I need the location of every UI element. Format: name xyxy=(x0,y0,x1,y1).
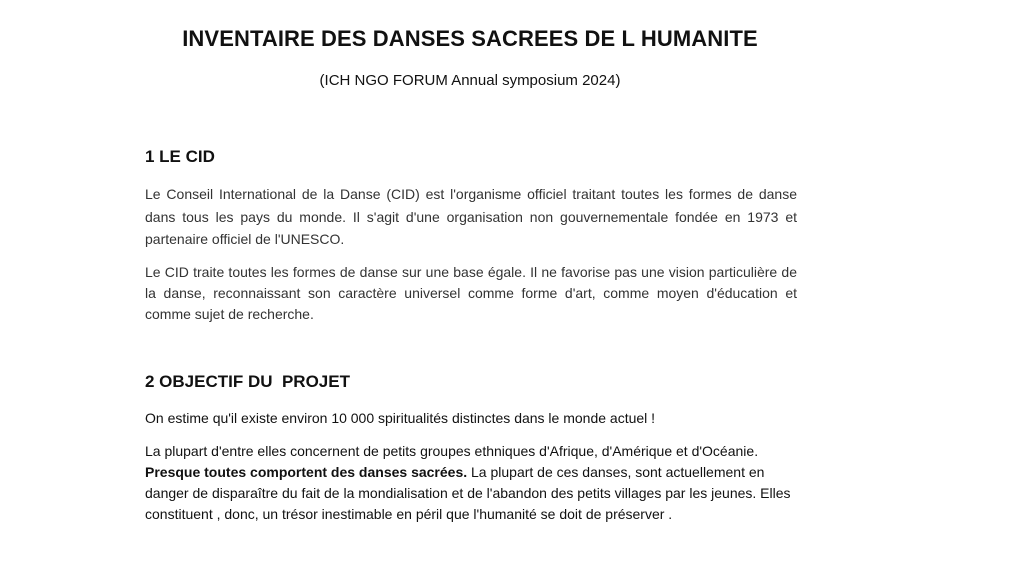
document-title: INVENTAIRE DES DANSES SACREES DE L HUMANITE xyxy=(182,26,758,51)
paragraph-cid-mission: Le CID traite toutes les formes de danse sur une base égale. Il ne favorise pas une vision particulière de la danse, reconnaissant son caractère universel comme forme d'art, comme moyen d'éducation et comme sujet de recherche. xyxy=(145,264,797,322)
paragraph-cid-intro: Le Conseil International de la Danse (CID) est l'organisme officiel traitant toutes les formes de danse dans tous les pays du monde. Il s'agit d'une organisation non gouvernementale fondée en 1973 et partenaire officiel de l'UNESCO. xyxy=(145,186,797,247)
paragraph-text-after: La plupart de ces danses, sont actuellement en danger de disparaître du fait de la mondialisation et de l'abandon des petits villages par les jeunes. Elles constituent , donc, un trésor inestimable en péril que l'humanité se doit de préserver . xyxy=(145,464,791,522)
paragraph-bold-statement: Presque toutes comportent des danses sacrées. xyxy=(145,464,468,480)
paragraph-text-before: La plupart d'entre elles concernent de petits groupes ethniques d'Afrique, d'Amérique et d'Océanie. xyxy=(145,443,759,459)
paragraph-danses-sacrees xyxy=(145,441,805,525)
section-heading-objectif: 2 OBJECTIF DU PROJET xyxy=(145,372,350,391)
paragraph-spiritualites: On estime qu'il existe environ 10 000 spiritualités distinctes dans le monde actuel ! xyxy=(145,410,656,426)
document-subtitle: (ICH NGO FORUM Annual symposium 2024) xyxy=(319,72,621,89)
section-heading-cid: 1 LE CID xyxy=(145,147,215,166)
